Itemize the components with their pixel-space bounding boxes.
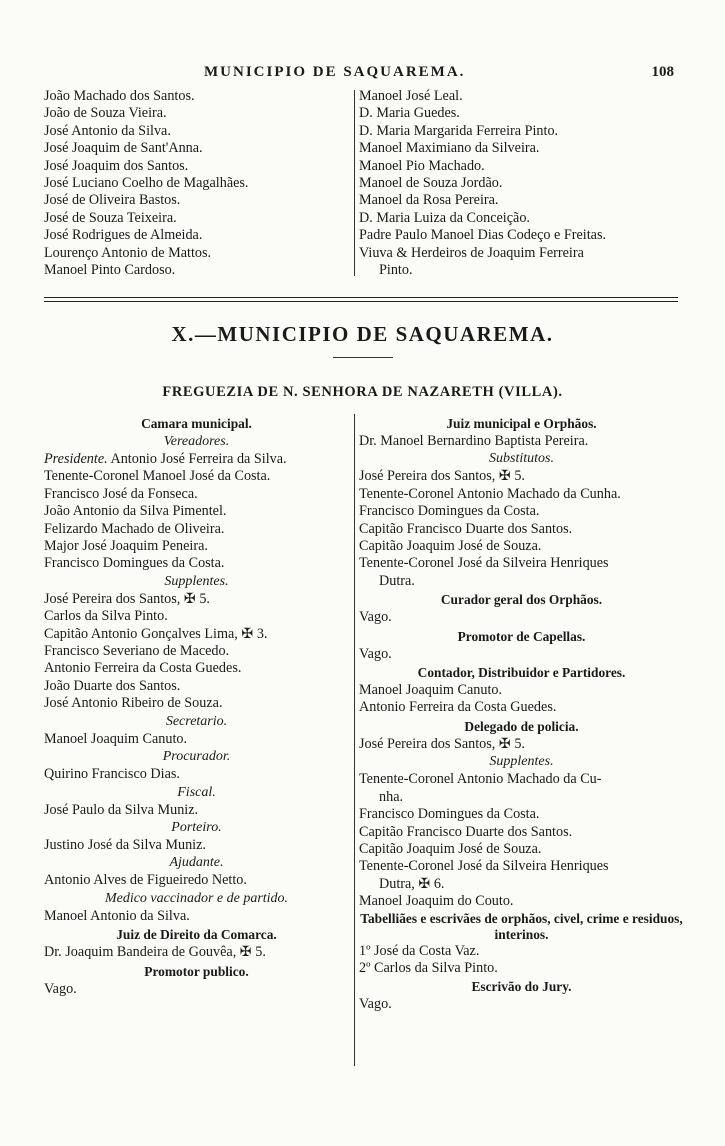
porteiro-label: Porteiro. — [171, 819, 222, 835]
section-rule-bottom — [44, 301, 678, 302]
running-head — [44, 62, 674, 82]
list-item: Lourenço Antonio de Mattos. — [44, 244, 212, 261]
juiz-municipal-name: Dr. Manoel Bernardino Baptista Pereira. — [359, 433, 589, 449]
list-item: José de Souza Teixeira. — [44, 209, 177, 226]
list-item: Manoel Joaquim do Couto. — [359, 893, 514, 910]
escrivao-name: Vago. — [359, 996, 392, 1013]
list-item: José Pereira dos Santos, ✠ 5. — [44, 590, 210, 607]
list-item: Tenente-Coronel Manoel José da Costa. — [44, 468, 271, 485]
list-item: Viuva & Herdeiros de Joaquim Ferreira — [359, 244, 584, 261]
curador-heading: Curador geral dos Orphãos. — [440, 592, 603, 608]
juiz-direito-name: Dr. Joaquim Bandeira de Gouvêa, ✠ 5. — [44, 944, 266, 961]
list-item: Manoel Pinto Cardoso. — [44, 262, 176, 279]
list-item: Capitão Joaquim José de Souza. — [359, 840, 542, 857]
substitutos-label: Substitutos. — [489, 451, 554, 467]
medico-name: Manoel Antonio da Silva. — [44, 907, 190, 924]
list-item: José Antonio da Silva. — [44, 122, 171, 139]
list-item: Manoel de Souza Jordão. — [359, 175, 503, 192]
porteiro-name: Justino José da Silva Muniz. — [44, 836, 206, 853]
promotor-name: Vago. — [44, 980, 77, 997]
list-item: João Machado dos Santos. — [44, 88, 195, 104]
procurador-name: Quirino Francisco Dias. — [44, 766, 180, 783]
list-item: Francisco Severiano de Macedo. — [44, 643, 230, 660]
fiscal-name: José Paulo da Silva Muniz. — [44, 801, 199, 818]
list-item: 2º Carlos da Silva Pinto. — [359, 959, 498, 976]
presidente-entry — [44, 451, 349, 468]
list-item: Felizardo Machado de Oliveira. — [44, 520, 225, 537]
list-item: Dutra. — [379, 572, 415, 589]
list-item: Capitão Francisco Duarte dos Santos. — [359, 520, 573, 537]
list-item: D. Maria Margarida Ferreira Pinto. — [359, 122, 559, 139]
list-item: Francisco José da Fonseca. — [44, 485, 198, 502]
list-item: Antonio Ferreira da Costa Guedes. — [44, 660, 242, 677]
vereadores-label: Vereadores. — [163, 434, 230, 449]
curador-name: Vago. — [359, 609, 392, 626]
list-item: José Luciano Coelho de Magalhães. — [44, 175, 249, 192]
presidente-label: Presidente. — [44, 451, 108, 467]
list-item: Tenente-Coronel Antonio Machado da Cunha. — [359, 485, 621, 502]
procurador-label: Procurador. — [162, 749, 231, 765]
medico-label: Medico vaccinador e de partido. — [104, 890, 289, 906]
list-item: Manoel Maximiano da Silveira. — [359, 140, 540, 157]
supplentes-label: Supplentes. — [164, 573, 229, 589]
fiscal-label: Fiscal. — [177, 784, 216, 800]
delegado-name: José Pereira dos Santos, ✠ 5. — [359, 735, 525, 752]
secretario-label: Secretario. — [165, 713, 228, 729]
ajudante-label: Ajudante. — [169, 855, 224, 871]
continued-lists — [44, 88, 684, 288]
promotor-capellas-heading: Promotor de Capellas. — [457, 628, 586, 644]
list-item: José Pereira dos Santos, ✠ 5. — [359, 468, 525, 485]
column-divider — [354, 414, 355, 1066]
running-title: MUNICIPIO DE SAQUAREMA. — [204, 64, 466, 80]
list-item: Francisco Domingues da Costa. — [359, 806, 540, 823]
title-rule — [333, 357, 393, 358]
column-divider — [354, 90, 355, 276]
left-column — [44, 414, 349, 998]
list-item: Manoel Joaquim Canuto. — [359, 682, 503, 699]
list-item: José Rodrigues de Almeida. — [44, 227, 203, 244]
contador-heading: Contador, Distribuidor e Partidores. — [417, 665, 626, 681]
list-item: D. Maria Luiza da Conceição. — [359, 209, 530, 226]
section-title: X.—MUNICIPIO DE SAQUAREMA. — [171, 322, 554, 346]
list-item: Manoel da Rosa Pereira. — [359, 192, 499, 209]
list-item: Francisco Domingues da Costa. — [359, 503, 540, 520]
list-item: Manoel Pio Machado. — [359, 157, 485, 174]
municipal-directory — [44, 414, 684, 1074]
list-item: nha. — [379, 788, 404, 805]
presidente-name: Antonio José Ferreira da Silva. — [107, 451, 287, 467]
list-item: Tenente-Coronel Antonio Machado da Cu- — [359, 771, 602, 788]
promotor-heading: Promotor publico. — [144, 963, 249, 979]
list-item: José Joaquim de Sant'Anna. — [44, 140, 203, 157]
list-item: José de Oliveira Bastos. — [44, 192, 181, 209]
list-item: José Joaquim dos Santos. — [44, 157, 189, 174]
camara-heading: Camara municipal. — [141, 416, 252, 431]
list-item: Pinto. — [379, 262, 413, 279]
continued-list-left — [44, 88, 349, 279]
secretario-name: Manoel Joaquim Canuto. — [44, 730, 188, 747]
list-item: 1º José da Costa Vaz. — [359, 942, 480, 959]
list-item: Carlos da Silva Pinto. — [44, 608, 168, 625]
parish-heading: FREGUEZIA DE N. SENHORA DE NAZARETH (VILLA). — [162, 384, 563, 400]
juiz-municipal-heading: Juiz municipal e Orphãos. — [446, 416, 597, 431]
page-number: 108 — [651, 64, 674, 80]
escrivao-heading: Escrivão do Jury. — [471, 979, 572, 995]
tabelliaes-heading: Tabelliães e escrivães de orphãos, civel, crime e residuos, interinos. — [360, 910, 683, 942]
delegado-supplentes-label: Supplentes. — [489, 754, 554, 770]
list-item: João Antonio da Silva Pimentel. — [44, 503, 227, 520]
juiz-direito-heading: Juiz de Direito da Comarca. — [116, 927, 277, 943]
list-item: D. Maria Guedes. — [359, 105, 460, 122]
list-item: Antonio Ferreira da Costa Guedes. — [359, 699, 557, 716]
promotor-capellas-name: Vago. — [359, 645, 392, 662]
list-item: Major José Joaquim Peneira. — [44, 538, 208, 555]
list-item: Tenente-Coronel José da Silveira Henriques — [359, 555, 609, 572]
ajudante-name: Antonio Alves de Figueiredo Netto. — [44, 872, 247, 889]
list-item: Dutra, ✠ 6. — [379, 875, 445, 892]
list-item: Capitão Joaquim José de Souza. — [359, 538, 542, 555]
list-item: Padre Paulo Manoel Dias Codeço e Freitas. — [359, 227, 607, 244]
delegado-heading: Delegado de policia. — [464, 718, 579, 734]
section-rule-top — [44, 297, 678, 298]
list-item: José Antonio Ribeiro de Souza. — [44, 695, 223, 712]
list-item: João de Souza Vieira. — [44, 105, 167, 122]
right-column — [359, 414, 684, 1014]
list-item: Capitão Francisco Duarte dos Santos. — [359, 823, 573, 840]
list-item: João Duarte dos Santos. — [44, 677, 181, 694]
continued-list-right — [359, 88, 684, 279]
list-item: Francisco Domingues da Costa. — [44, 555, 225, 572]
list-item: Capitão Antonio Gonçalves Lima, ✠ 3. — [44, 625, 268, 642]
list-item: Tenente-Coronel José da Silveira Henriques — [359, 858, 609, 875]
list-item: Manoel José Leal. — [359, 88, 463, 104]
